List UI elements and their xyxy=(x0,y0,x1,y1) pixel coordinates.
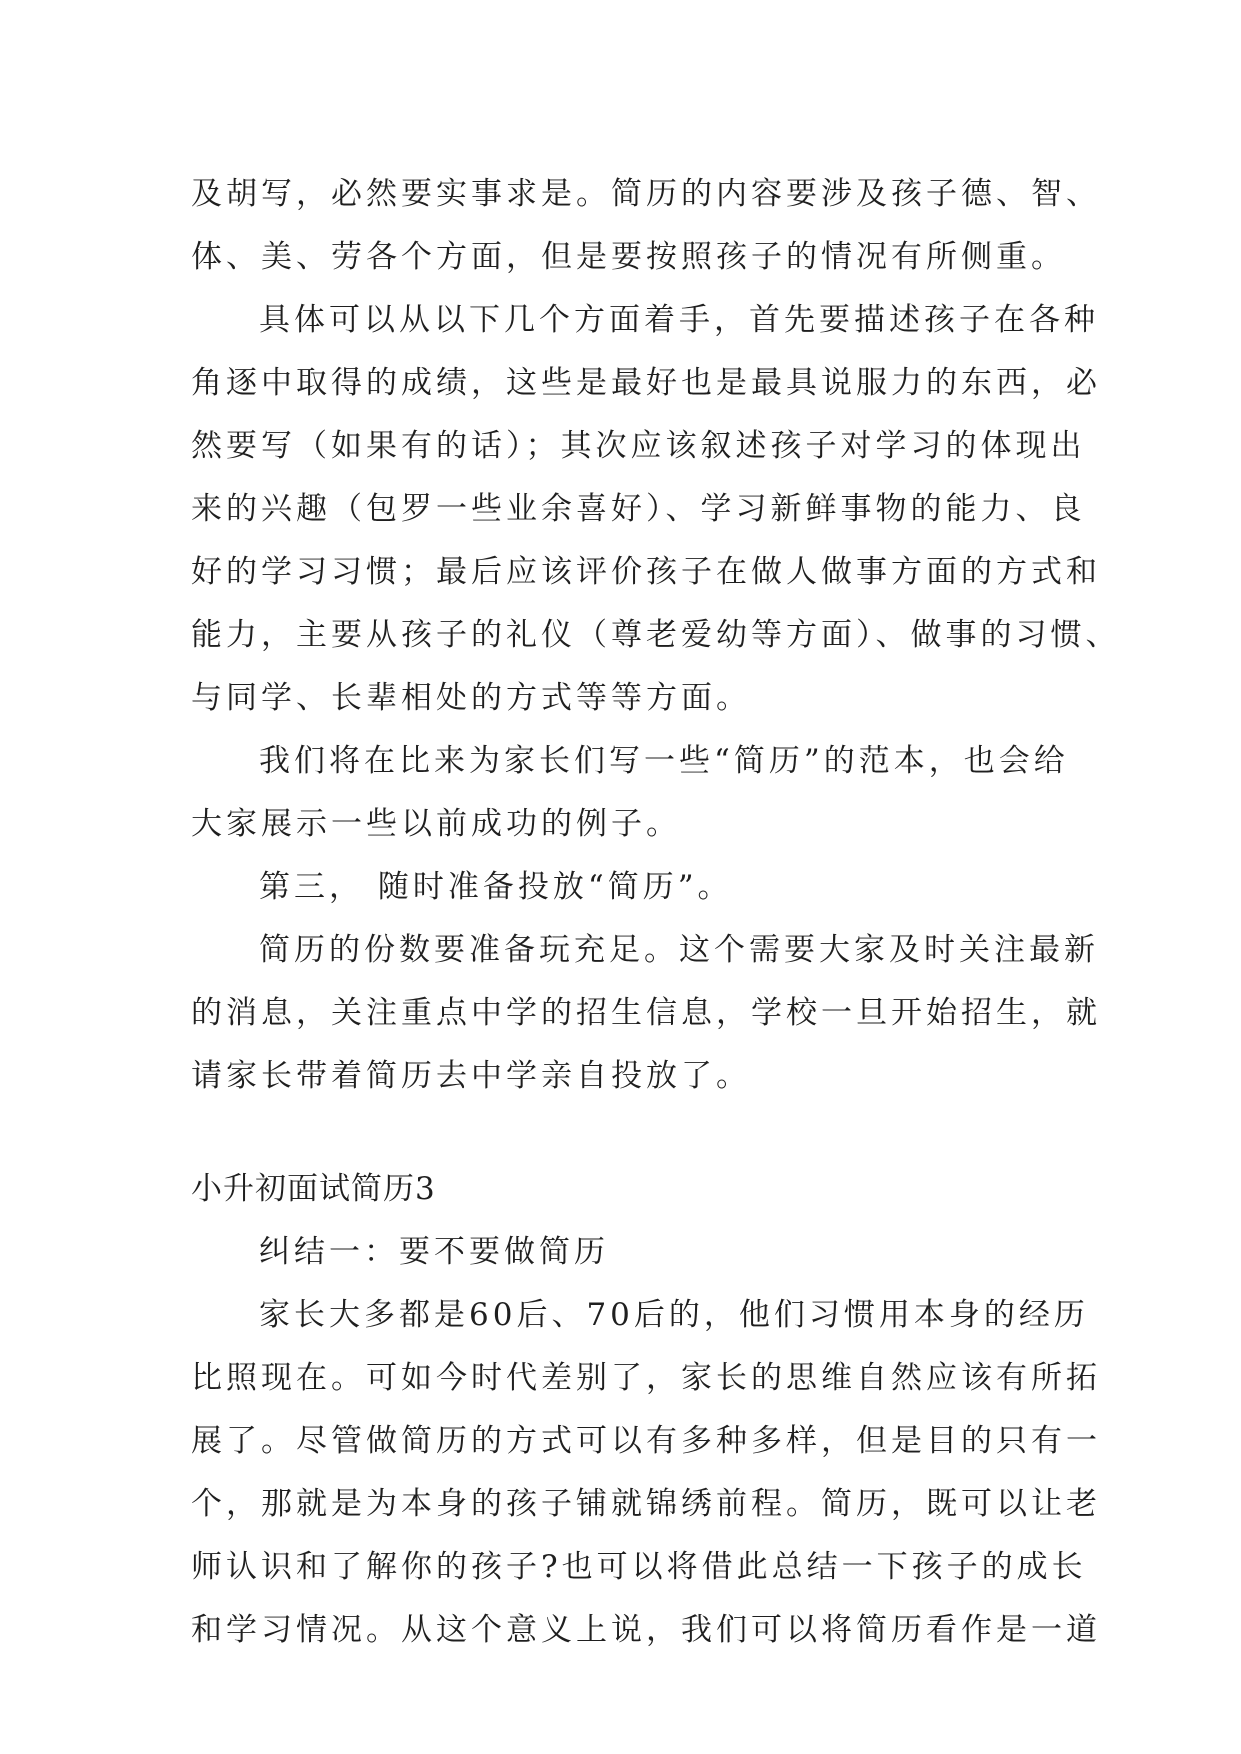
text-line: 比照现在。可如今时代差别了，家长的思维自然应该有所拓 xyxy=(191,1360,1101,1396)
text-line: 我们将在比来为家长们写一些“简历”的范本，也会给 xyxy=(259,743,1069,779)
text-line: 第三， 随时准备投放“简历”。 xyxy=(259,869,733,905)
paragraph-gap xyxy=(191,1108,1071,1158)
text-line: 具体可以从以下几个方面着手，首先要描述孩子在各种 xyxy=(259,302,1099,338)
text-line: 角逐中取得的成绩，这些是最好也是最具说服力的东西，必 xyxy=(191,365,1101,401)
text-line: 能力，主要从孩子的礼仪（尊老爱幼等方面）、做事的习惯、 xyxy=(191,617,1121,653)
text-line: 与同学、长辈相处的方式等等方面。 xyxy=(191,680,751,716)
text-line: 纠结一：要不要做简历 xyxy=(259,1234,609,1270)
text-line: 大家展示一些以前成功的例子。 xyxy=(191,806,681,842)
text-line: 家长大多都是60后、70后的，他们习惯用本身的经历 xyxy=(259,1297,1089,1333)
text-line: 展了。尽管做简历的方式可以有多种多样，但是目的只有一 xyxy=(191,1423,1101,1459)
text-line: 好的学习习惯；最后应该评价孩子在做人做事方面的方式和 xyxy=(191,554,1101,590)
text-line: 体、美、劳各个方面，但是要按照孩子的情况有所侧重。 xyxy=(191,239,1066,275)
text-line: 的消息，关注重点中学的招生信息，学校一旦开始招生，就 xyxy=(191,995,1101,1031)
text-line: 简历的份数要准备玩充足。这个需要大家及时关注最新 xyxy=(259,932,1099,968)
document-body xyxy=(191,163,1121,1662)
section-heading: 小升初面试简历3 xyxy=(191,1171,436,1207)
text-line: 及胡写，必然要实事求是。简历的内容要涉及孩子德、智、 xyxy=(191,176,1101,212)
text-line: 然要写（如果有的话）；其次应该叙述孩子对学习的体现出 xyxy=(191,428,1086,464)
text-line: 来的兴趣（包罗一些业余喜好）、学习新鲜事物的能力、良 xyxy=(191,491,1086,527)
text-line: 师认识和了解你的孩子?也可以将借此总结一下孩子的成长 xyxy=(191,1549,1087,1585)
text-line: 和学习情况。从这个意义上说，我们可以将简历看作是一道 xyxy=(191,1612,1101,1648)
text-line: 个，那就是为本身的孩子铺就锦绣前程。简历，既可以让老 xyxy=(191,1486,1101,1522)
text-line: 请家长带着简历去中学亲自投放了。 xyxy=(191,1058,751,1094)
